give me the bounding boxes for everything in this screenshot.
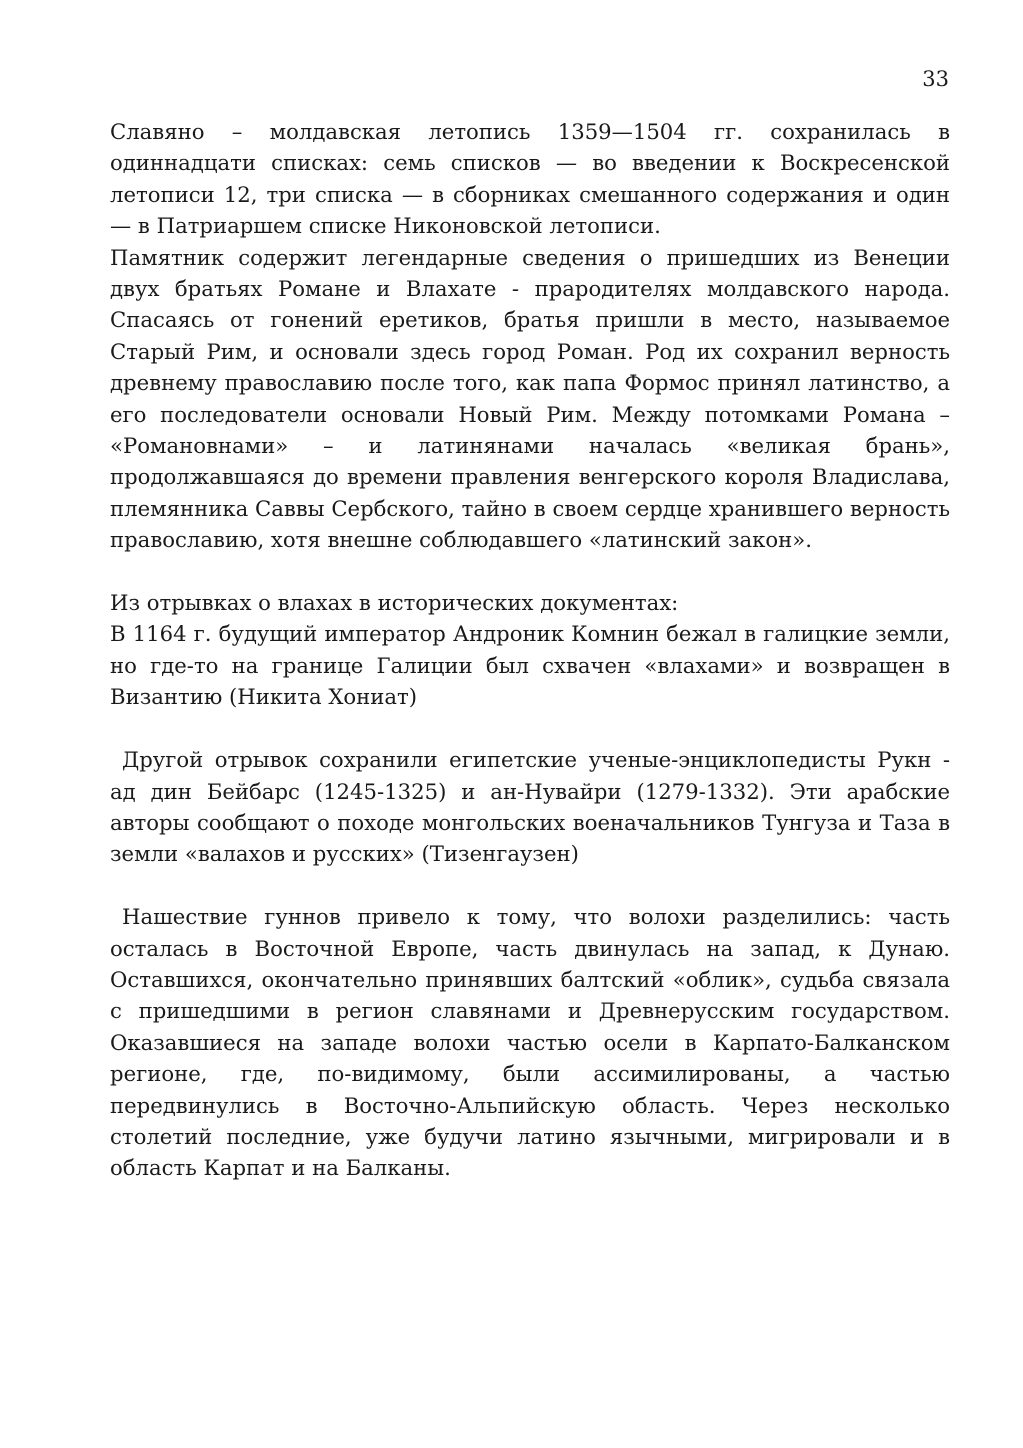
paragraph-spacer [110,556,950,587]
paragraph-andronikos: В 1164 г. будущий император Андроник Комнин бежал в галицкие земли, но где-то на границе Галиции был схвачен «влахами» и возвращен в Византию (Никита Хониат) [110,621,950,710]
paragraph-arab-authors: Другой отрывок сохранили египетские ученые-энциклопедисты Рукн - ад дин Бейбарс (1245-1325) и ан-Нувайри (1279-1332). Эти арабские авторы сообщают о походе монгольских военачальников Тунгуза и Таза в земли «валахов и русских» (Тизенгаузен) [110,747,950,867]
paragraph-chronicle: Славяно – молдавская летопись 1359—1504 гг. сохранилась в одиннадцати списках: семь списков — во введении к Воскресенской летописи 12, три списка — в сборниках смешанного содержания и один — в Патриаршем списке Никоновской летописи. [110,119,950,239]
paragraph-huns: Нашествие гуннов привело к тому, что волохи разделились: часть осталась в Восточной Европе, часть двинулась на запад, к Дунаю. Оставшихся, окончательно принявших балтский «облик», судьба связала с пришедшими в регион славянами и Древнерусским государством. Оказавшиеся на западе волохи частью осели в Карпато-Балканском регионе, где, по-видимому, были ассимилированы, а частью передвинулись в Восточно-Альпийскую область. Через несколько столетий последние, уже будучи латино язычными, мигрировали и в область Карпат и на Балканы. [110,904,950,1181]
page-number: 33 [922,67,949,91]
paragraph-spacer [110,713,950,744]
paragraph-spacer [110,870,950,901]
paragraph-legend: Памятник содержит легендарные сведения о пришедших из Венеции двух братьях Романе и Влахате - прародителях молдавского народа. Спасаясь от гонений еретиков, братья пришли в место, называемое Старый Рим, и основали здесь город Роман. Род их сохранил верность древнему православию после того, как папа Формос принял латинство, а его последователи основали Новый Рим. Между потомками Романа – «Романовнами» – и латинянами началась «великая брань», продолжавшаяся до времени правления венгерского короля Владислава, племянника Саввы Сербского, тайно в своем сердце хранившего верность православию, хотя внешне соблюдавшего «латинский закон». [110,244,950,553]
paragraph-excerpts-heading: Из отрывках о влахах в исторических документах: [110,590,679,616]
body-text [110,116,950,1184]
